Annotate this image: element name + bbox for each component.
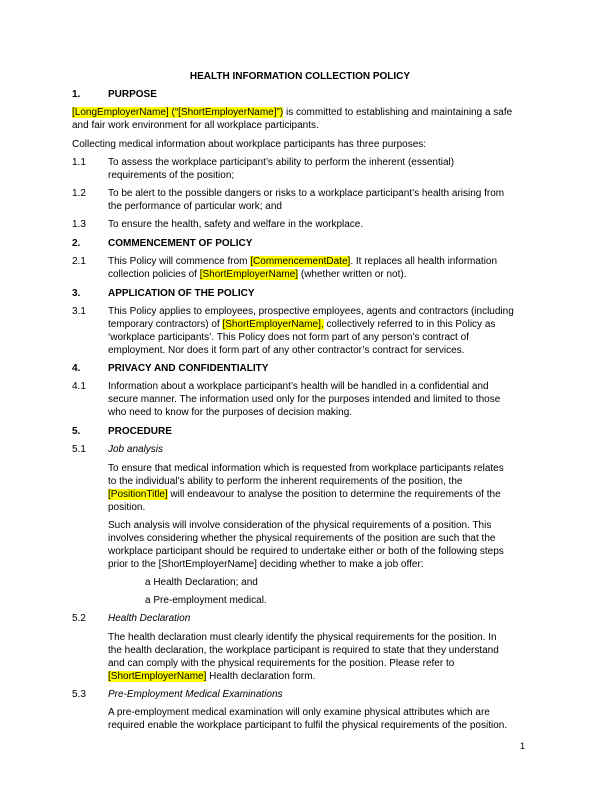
list-item: a Pre-employment medical.: [145, 595, 267, 606]
paragraph-line: position.: [108, 502, 146, 513]
placeholder-highlight: [ShortEmployerName]: [199, 269, 299, 280]
page-title: HEALTH INFORMATION COLLECTION POLICY: [189, 71, 411, 82]
section-heading: PRIVACY AND CONFIDENTIALITY: [108, 363, 269, 374]
paragraph-line: [ShortEmployerName] Health declaration form.: [108, 671, 316, 682]
paragraph-line: [LongEmployerName] (“[ShortEmployerName]”) is committed to establishing and maintaining a safe: [72, 107, 513, 118]
section-heading: COMMENCEMENT OF POLICY: [108, 238, 253, 249]
section-number: 2.: [72, 238, 81, 249]
paragraph-line: required enable the workplace participant to fulfil the physical requirements of the position.: [108, 720, 508, 731]
paragraph-line: who need to know for the purposes of decision making.: [108, 407, 353, 418]
paragraph-line: and can comply with the physical requirements for the position. Please refer to: [108, 658, 455, 669]
paragraph-line: and fair work environment for all workplace participants.: [72, 120, 319, 131]
paragraph-line: requirements of the position;: [108, 170, 235, 181]
paragraph-line: prior to the [ShortEmployerName] deciding whether to make a job offer:: [108, 559, 424, 570]
paragraph-line: to the individual’s ability to perform the inherent requirements of the position, the: [108, 476, 463, 487]
paragraph-line: workplace participant should be required to undertake either or both of the following steps: [108, 546, 504, 557]
subsection-heading: Health Declaration: [108, 613, 191, 624]
clause-number: 5.2: [72, 613, 86, 624]
clause-number: 1.3: [72, 219, 86, 230]
clause-number: 5.1: [72, 444, 86, 455]
placeholder-highlight: [CommencementDate]: [250, 256, 351, 267]
section-heading: PROCEDURE: [108, 426, 172, 437]
paragraph-line: A pre-employment medical examination will only examine physical attributes which are: [108, 707, 490, 718]
clause-number: 5.3: [72, 689, 86, 700]
paragraph-line: Collecting medical information about workplace participants has three purposes:: [72, 139, 427, 150]
paragraph-line: Such analysis will involve consideration of the physical requirements of a position. This: [108, 520, 492, 531]
subsection-heading: Pre-Employment Medical Examinations: [108, 689, 283, 700]
section-heading: APPLICATION OF THE POLICY: [108, 288, 255, 299]
clause-number: 4.1: [72, 381, 86, 392]
section-number: 1.: [72, 89, 81, 100]
paragraph-line: temporary contractors) of [ShortEmployerName], collectively referred to in this Policy as: [108, 319, 496, 330]
paragraph-line: [PositionTitle] will endeavour to analyse the position to determine the requirements of the: [108, 489, 501, 500]
paragraph-line: the health declaration, the workplace participant is required to state that they understand: [108, 645, 499, 656]
clause-number: 1.2: [72, 188, 86, 199]
section-heading: PURPOSE: [108, 89, 157, 100]
paragraph-line: To assess the workplace participant’s ability to perform the inherent (essential): [108, 157, 455, 168]
clause-number: 3.1: [72, 306, 86, 317]
paragraph-line: involves considering whether the physical requirements of the position are such that the: [108, 533, 496, 544]
section-number: 5.: [72, 426, 81, 437]
paragraph-line: This Policy applies to employees, prospective employees, agents and contractors (including: [108, 306, 514, 317]
clause-number: 1.1: [72, 157, 86, 168]
paragraph-line: This Policy will commence from [CommencementDate]. It replaces all health information: [108, 256, 498, 267]
paragraph-line: The health declaration must clearly identify the physical requirements for the position. In: [108, 632, 497, 643]
placeholder-highlight: [ShortEmployerName],: [222, 319, 324, 330]
section-number: 4.: [72, 363, 81, 374]
page-number: 1: [520, 741, 526, 751]
paragraph-line: employment. Nor does it form part of any other contractor’s contract for services.: [108, 345, 465, 356]
paragraph-line: To be alert to the possible dangers or risks to a workplace participant’s health arising from: [108, 188, 505, 199]
placeholder-highlight: [LongEmployerName] (“[ShortEmployerName]”): [72, 107, 284, 118]
list-item: a Health Declaration; and: [145, 577, 258, 588]
paragraph-line: ‘workplace participants’. This Policy does not form part of any person’s contract of: [108, 332, 469, 343]
paragraph-line: the performance of particular work; and: [108, 201, 282, 212]
paragraph-line: To ensure that medical information which is requested from workplace participants relates: [108, 463, 504, 474]
paragraph-line: collection policies of [ShortEmployerName] (whether written or not).: [108, 269, 407, 280]
subsection-heading: Job analysis: [108, 444, 164, 455]
placeholder-highlight: [ShortEmployerName]: [108, 671, 207, 682]
paragraph-line: Information about a workplace participant’s health will be handled in a confidential and: [108, 381, 489, 392]
section-number: 3.: [72, 288, 81, 299]
clause-number: 2.1: [72, 256, 86, 267]
paragraph-line: secure manner. The information used only for the purposes intended and limited to those: [108, 394, 501, 405]
paragraph-line: To ensure the health, safety and welfare in the workplace.: [108, 219, 364, 230]
placeholder-highlight: [PositionTitle]: [108, 489, 168, 500]
